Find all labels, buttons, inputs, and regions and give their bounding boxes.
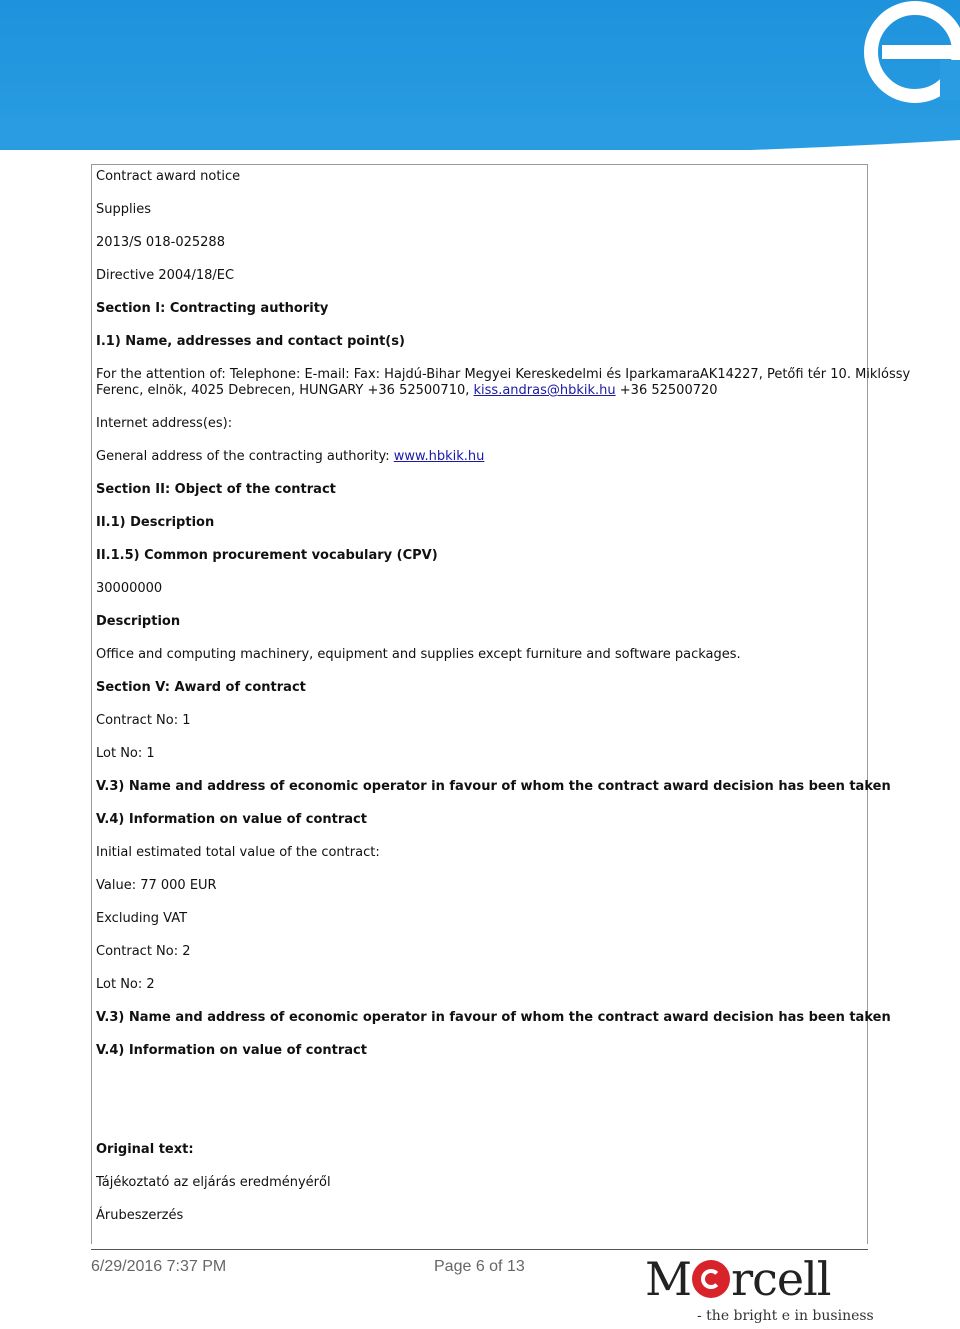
section-2-1-heading: II.1) Description	[96, 515, 215, 530]
section-2-1-5-heading: II.1.5) Common procurement vocabulary (CPV)	[96, 548, 438, 563]
authority-url-link[interactable]: www.hbkik.hu	[393, 449, 485, 464]
banner-wave	[0, 118, 960, 150]
internet-label: Internet address(es):	[96, 416, 233, 431]
section-2-heading: Section II: Object of the contract	[96, 482, 336, 497]
contact-line-2: Ferenc, elnök, 4025 Debrecen, HUNGARY +36 52500710, kiss.andras@hbkik.hu +36 52500720	[96, 383, 718, 398]
marcell-wordmark: M rcell	[645, 1252, 831, 1306]
original-type: Árubeszerzés	[96, 1208, 184, 1223]
original-title: Tájékoztató az eljárás eredményéről	[96, 1175, 331, 1190]
contract-1-lot: Lot No: 1	[96, 746, 155, 761]
contract-1-v4-heading: V.4) Information on value of contract	[96, 812, 367, 827]
section-1-1-heading: I.1) Name, addresses and contact point(s)	[96, 334, 405, 349]
cpv-code: 30000000	[96, 581, 163, 596]
notice-directive: Directive 2004/18/EC	[96, 268, 235, 283]
contract-2-no: Contract No: 2	[96, 944, 191, 959]
contract-2-v4-heading: V.4) Information on value of contract	[96, 1043, 367, 1058]
contract-1-v3-heading: V.3) Name and address of economic operator in favour of whom the contract award decision has been taken	[96, 779, 891, 794]
notice-frame	[91, 164, 911, 1244]
red-e-icon	[692, 1260, 730, 1298]
section-5-heading: Section V: Award of contract	[96, 680, 306, 695]
description-text: Office and computing machinery, equipment and supplies except furniture and software packages.	[96, 647, 741, 662]
contact-line-1: For the attention of: Telephone: E-mail: Fax: Hajdú-Bihar Megyei Kereskedelmi és IparkamaraAK14227, Petőfi tér 10. Miklóssy	[96, 367, 911, 382]
e-logo-icon	[820, 0, 960, 110]
footer-divider	[91, 1249, 868, 1250]
original-text-heading: Original text:	[96, 1142, 194, 1157]
notice-ref: 2013/S 018-025288	[96, 235, 225, 250]
footer-page-number: Page 6 of 13	[434, 1258, 525, 1275]
general-address: General address of the contracting authority: www.hbkik.hu	[96, 449, 485, 464]
footer-date: 6/29/2016 7:37 PM	[91, 1258, 227, 1275]
notice-type: Supplies	[96, 202, 151, 217]
description-heading: Description	[96, 614, 181, 629]
notice-title: Contract award notice	[96, 169, 241, 184]
header-banner	[0, 0, 960, 150]
contract-1-no: Contract No: 1	[96, 713, 191, 728]
contract-2-v3-heading: V.3) Name and address of economic operator in favour of whom the contract award decision has been taken	[96, 1010, 891, 1025]
contract-2-lot: Lot No: 2	[96, 977, 155, 992]
contract-1-initial-label: Initial estimated total value of the contract:	[96, 845, 380, 860]
brand-tagline: - the bright e in business	[697, 1308, 874, 1324]
contact-email-link[interactable]: kiss.andras@hbkik.hu	[473, 383, 616, 398]
marcell-logo	[645, 1252, 875, 1327]
contract-1-value: Value: 77 000 EUR	[96, 878, 217, 893]
contract-1-vat: Excluding VAT	[96, 911, 188, 926]
section-1-heading: Section I: Contracting authority	[96, 301, 329, 316]
